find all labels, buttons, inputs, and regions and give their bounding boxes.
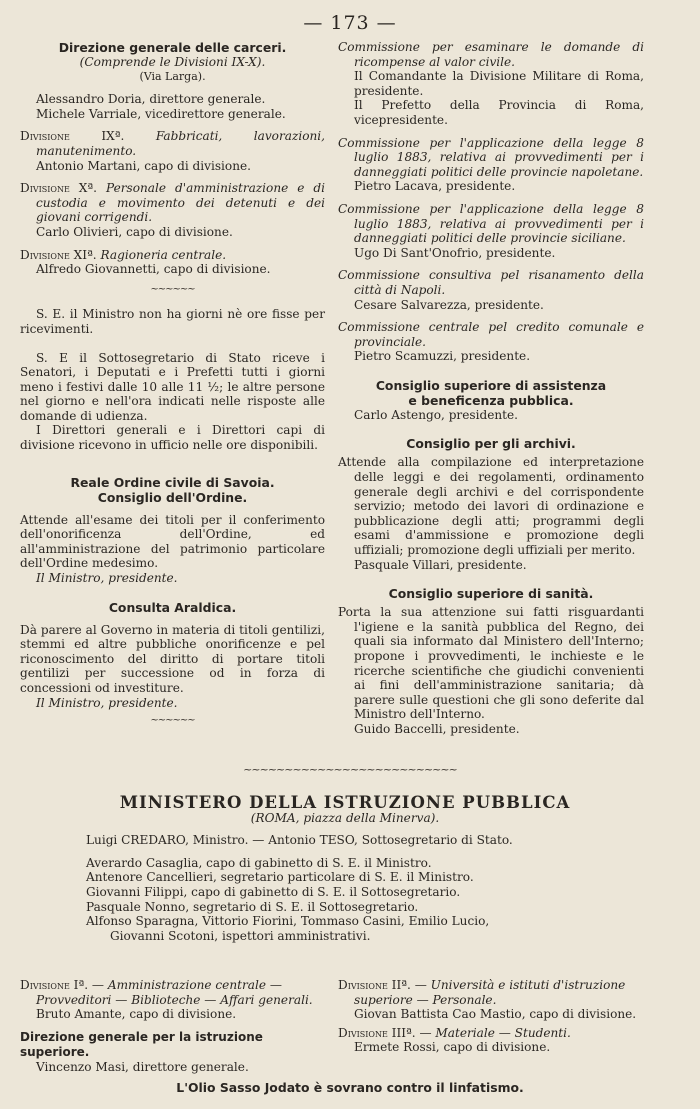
ornament-divider: ~~~~~~	[150, 283, 195, 295]
araldica-person: Il Ministro, presidente.	[36, 695, 178, 710]
ministero-division-2	[338, 978, 644, 1007]
carceri-title: Direzione generale delle carceri.	[58, 40, 287, 55]
ministero-division-2-label: Divisione IIª.	[338, 978, 411, 992]
page-number: — 173 —	[303, 12, 397, 34]
assistenza-subtitle: e beneficenza pubblica.	[408, 392, 574, 408]
commission-napoletane: Commissione per l'applicazione della legge 8 luglio 1883, relativa ai provvedimenti per i danneggiati politici delle provincie napoletane.	[338, 135, 644, 179]
ministero-division-3	[338, 1026, 644, 1041]
commission-napoli: Commissione consultiva pel risanamento della città di Napoli.	[338, 268, 644, 297]
staff-cancellieri: Antenore Cancellieri, segretario particolare di S. E. il Ministro.	[86, 870, 474, 885]
ministero-right-block	[338, 978, 644, 1055]
division-10-label: Divisione Xª.	[20, 181, 98, 196]
carceri-director: Alessandro Doria, direttore generale.	[36, 92, 266, 107]
division-9-person: Antonio Martani, capo di divisione.	[36, 158, 251, 173]
division-11	[20, 248, 325, 263]
assistenza-person: Carlo Astengo, presidente.	[354, 407, 518, 422]
araldica-title: Consulta Araldica.	[108, 599, 237, 615]
right-column	[338, 40, 644, 737]
commission-siciliane: Commissione per l'applicazione della legge 8 luglio 1883, relativa ai provvedimenti per i danneggiati politici delle provincie siciliane.	[338, 201, 644, 246]
staff-nonno: Pasquale Nonno, segretario di S. E. il Sottosegretario.	[86, 899, 419, 914]
carceri-subtitle: (Comprende le Divisioni IX-X).	[79, 55, 266, 69]
ministero-division-1-person: Bruto Amante, capo di divisione.	[36, 1007, 237, 1022]
ministero-division-2-text: — Università e istituti d'istruzione superiore — Personale.	[354, 978, 626, 1007]
araldica-text: Dà parere al Governo in materia di titoli gentilizi, stemmi ed altre pubbliche onorificenze e pel riconoscimento del diritto di portare titoli gentilizi per successione od in forza di concessioni od investiture.	[20, 622, 325, 695]
commission-napoletane-person: Pietro Lacava, presidente.	[354, 179, 516, 194]
division-11-text: Ragioneria centrale.	[100, 247, 227, 262]
commission-valor-civile-president: Il Comandante la Divisione Militare di Roma, presidente.	[354, 69, 644, 98]
ministero-division-1-text: — Amministrazione centrale — Provveditori — Biblioteche — Affari generali.	[36, 978, 313, 1007]
staff-casaglia: Averardo Casaglia, capo di gabinetto di S. E. il Ministro.	[86, 855, 432, 870]
commission-valor-civile-vicepresident: Il Prefetto della Provincia di Roma, vicepresidente.	[354, 98, 644, 127]
ministero-division-3-text: — Materiale — Studenti.	[419, 1025, 571, 1040]
ornament-divider: ~~~~~~	[150, 715, 195, 727]
direttori-paragraph: I Direttori generali e i Direttori capi di divisione ricevono in ufficio nelle ore disponibili.	[20, 423, 325, 453]
savoia-person: Il Ministro, presidente.	[36, 571, 178, 586]
commission-credito: Commissione centrale pel credito comunale e provinciale.	[338, 320, 644, 349]
division-10-text: Personale d'amministrazione e di custodia e movimento dei detenuti e dei giovani corrigendi.	[36, 181, 325, 225]
sanita-person: Guido Baccelli, presidente.	[354, 721, 520, 736]
advert-footer: L'Olio Sasso Jodato è sovrano contro il linfatismo.	[176, 1080, 524, 1095]
ministero-left-block	[20, 978, 325, 1074]
left-column	[20, 40, 325, 729]
ministero-section	[20, 793, 670, 943]
archivi-text: Attende alla compilazione ed interpretazione delle leggi e dei regolamenti, ordinamento generale degli archivi e del corrispondente servizio; metodo dei lavori di ordinazione e pubblicazione degli atti; programmi degli esami d'ammissione e promozione degli uffiziali; promozione degli uffiziali per merito.	[338, 455, 644, 558]
sottosegretario-paragraph: S. E il Sottosegretario di Stato riceve i Senatori, i Deputati e i Prefetti tutti i giorni meno i festivi dalle 10 alle 11 ½; le altre persone nel giorno e nell'ora indicati nelle risposte alle domande di udienza.	[20, 350, 325, 423]
savoia-text: Attende all'esame dei titoli per il conferimento dell'onorificenza dell'Ordine, ed all'amministrazione del patrimonio particolare dell'Ordine medesimo.	[20, 512, 325, 571]
dirsup-person: Vincenzo Masi, direttore generale.	[36, 1059, 249, 1074]
division-11-person: Alfredo Giovannetti, capo di divisione.	[36, 262, 271, 277]
staff-ispettori: Alfonso Sparagna, Vittorio Fiorini, Tommaso Casini, Emilio Lucio,	[86, 914, 490, 929]
commission-valor-civile: Commissione per esaminare le domande di ricompense al valor civile.	[338, 40, 644, 69]
assistenza-title: Consiglio superiore di assistenza	[375, 377, 607, 393]
ministero-division-3-label: Divisione IIIª.	[338, 1025, 416, 1040]
division-9	[20, 129, 325, 158]
division-10	[20, 181, 325, 225]
ministero-subtitle: (ROMA, piazza della Minerva).	[250, 810, 440, 825]
ministero-division-3-person: Ermete Rossi, capo di divisione.	[354, 1040, 551, 1055]
savoia-title: Reale Ordine civile di Savoia.	[70, 474, 275, 490]
commission-credito-person: Pietro Scamuzzi, presidente.	[354, 349, 531, 364]
division-10-person: Carlo Olivieri, capo di divisione.	[36, 224, 233, 239]
division-9-text: Fabbricati, lavorazioni, manutenimento.	[36, 129, 325, 158]
archivi-person: Pasquale Villari, presidente.	[354, 557, 527, 572]
carceri-address: (Via Larga).	[139, 69, 206, 83]
archivi-title: Consiglio per gli archivi.	[406, 436, 576, 452]
sanita-title: Consiglio superiore di sanità.	[388, 586, 594, 602]
savoia-subtitle: Consiglio dell'Ordine.	[97, 489, 248, 505]
division-9-label: Divisione IXª.	[20, 129, 125, 144]
ministero-division-1	[20, 978, 325, 1007]
ministero-division-2-person: Giovan Battista Cao Mastio, capo di divisione.	[354, 1007, 637, 1022]
sanita-text: Porta la sua attenzione sui fatti risguardanti l'igiene e la sanità pubblica del Regno, dei quali sia informato dal Ministero dell'Interno; propone i provvedimenti, le inchieste e le ricerche scientifiche che giudichi convenienti ai fini dell'amministrazione sanitaria; dà parere sulle questioni che gli sono deferite dal Ministro dell'Interno.	[338, 605, 644, 722]
ministero-title: MINISTERO DELLA ISTRUZIONE PUBBLICA	[119, 793, 571, 812]
section-divider: ~~~~~~~~~~~~~~~~~~~~~~~~~~	[243, 763, 457, 776]
staff-filippi: Giovanni Filippi, capo di gabinetto di S. E. il Sottosegretario.	[86, 884, 461, 899]
ministero-division-1-label: Divisione Iª.	[20, 978, 89, 992]
ministero-ministro: Luigi CREDARO, Ministro. — Antonio TESO, Sottosegretario di Stato.	[86, 833, 513, 848]
commission-napoli-person: Cesare Salvarezza, presidente.	[354, 297, 544, 312]
ministro-paragraph: S. E. il Ministro non ha giorni nè ore fisse per ricevimenti.	[20, 307, 325, 336]
commission-siciliane-person: Ugo Di Sant'Onofrio, presidente.	[354, 245, 556, 260]
staff-scotoni: Giovanni Scotoni, ispettori amministrativi.	[110, 928, 371, 943]
division-11-label: Divisione XIª.	[20, 247, 97, 262]
carceri-vicedirector: Michele Varriale, vicedirettore generale.	[36, 106, 286, 121]
dirsup-title: Direzione generale per la istruzione superiore.	[20, 1029, 263, 1059]
